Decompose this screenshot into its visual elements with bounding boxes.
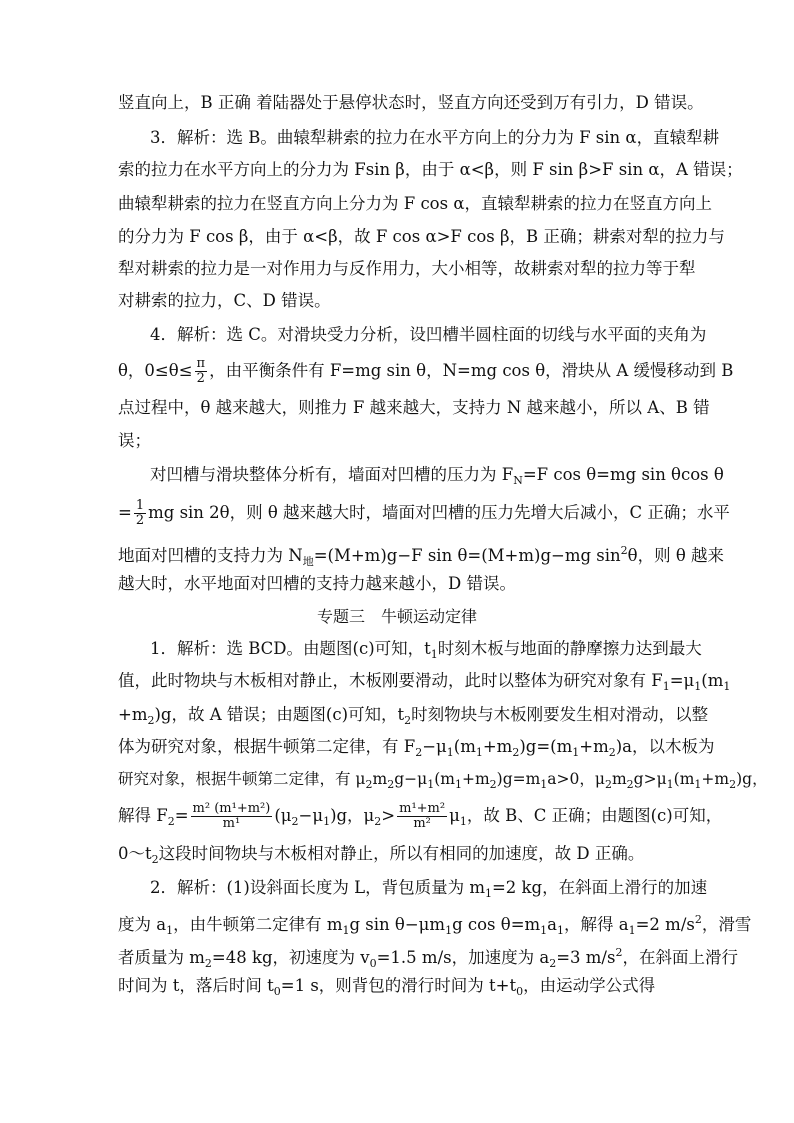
text-line [118, 909, 752, 942]
text-line [118, 258, 696, 280]
text-span: 这段时间物块与木板相对静止，所以有相同的加速度，故 D 正确。 [158, 844, 645, 863]
subscript: 1 [666, 778, 674, 791]
subscript: 1 [572, 746, 580, 759]
text-span: 者质量为 m [118, 948, 205, 967]
fraction-numerator: m¹+m² [399, 801, 446, 816]
text-line [118, 573, 678, 595]
subscript: 1 [662, 680, 670, 693]
text-span: a>0，μ [547, 770, 605, 788]
heading-text: 专题三 牛顿运动定律 [316, 607, 477, 626]
text-line [150, 877, 710, 905]
text-span: 时间为 t，落后时间 t [118, 976, 274, 995]
text-span: g>μ [633, 770, 667, 788]
text-span: 值，此时物块与木板相对静止，木板刚要滑动，此时以整体为研究对象有 F [118, 671, 663, 690]
text-span: = [118, 503, 132, 522]
text-line [118, 226, 725, 248]
text-span: =1 s，则背包的滑行时间为 t+t [280, 976, 517, 995]
subscript: 2 [374, 815, 382, 828]
fraction-denominator: 2 [135, 513, 145, 528]
text-span: ，解得 a [564, 915, 629, 934]
text-span: )a，以木板为 [615, 737, 715, 756]
text-span: =1.5 m/s，加速度为 a [376, 948, 550, 967]
subscript: 1 [323, 815, 331, 828]
text-line [150, 638, 710, 666]
subscript: 1 [427, 778, 435, 791]
text-span: ，由平衡条件有 F=mg sin θ，N=mg cos θ，滑块从 A 缓慢移动到 B [209, 361, 734, 380]
text-span: g cos θ=m [452, 915, 541, 934]
text-span: 点过程中，θ 越来越大，则推力 F 越来越大，支持力 N 越来越小，所以 A、B 错 [118, 398, 710, 417]
text-span: =2 m/s [635, 915, 695, 934]
text-line [118, 430, 678, 452]
fraction [195, 357, 208, 386]
text-line [118, 397, 710, 419]
subscript: 1 [694, 680, 702, 693]
text-span: θ，则 θ 越来 [627, 546, 725, 565]
text-span: ，由牛顿第二定律有 m [173, 915, 343, 934]
subscript: 1 [694, 778, 702, 791]
fraction [397, 802, 447, 831]
text-span: 4．解析：选 C。对滑块受力分析，设凹槽半圆柱面的切线与水平面的夹角为 [150, 325, 707, 344]
subscript: 0 [273, 985, 281, 998]
text-span: =μ [669, 671, 695, 690]
subscript: 2 [729, 778, 737, 791]
subscript: 1 [557, 924, 565, 937]
subscript: 2 [608, 746, 616, 759]
text-span: μ [449, 806, 460, 825]
text-span: =(M+m)g−F sin θ=(M+m)g−mg sin [313, 546, 621, 565]
subscript: 1 [342, 924, 350, 937]
subscript: 1 [446, 746, 454, 759]
text-line [150, 127, 720, 149]
text-span: )g，故 A 错误；由题图(c)可知，t [154, 705, 405, 724]
subscript: 1 [166, 924, 174, 937]
text-span: 地面对凹槽的支持力为 N [118, 546, 303, 565]
subscript: 2 [167, 815, 175, 828]
text-span: )g=m [496, 770, 541, 788]
text-line [150, 464, 724, 492]
text-span: =48 kg，初速度为 v [211, 948, 370, 967]
text-span: 研究对象，根据牛顿第二定律，有 μ [118, 770, 366, 788]
fraction-denominator: 2 [196, 371, 205, 386]
text-span: +m [482, 737, 513, 756]
subscript: 2 [204, 957, 212, 970]
text-span: −μ [422, 737, 447, 756]
subscript: 2 [404, 714, 412, 727]
text-span: 3．解析：选 B。曲辕犁耕索的拉力在水平方向上的分力为 F sin α，直辕犁耕 [150, 128, 720, 147]
text-span: )g=(m [519, 737, 573, 756]
subscript: 地 [302, 555, 314, 568]
fraction [191, 802, 273, 831]
text-span: (m [673, 770, 695, 788]
text-span: 时刻木板与地面的静摩擦力达到最大 [437, 639, 702, 658]
subscript: 1 [540, 778, 548, 791]
text-span: 犁对耕索的拉力是一对作用力与反作用力，大小相等，故耕索对犁的拉力等于犁 [118, 259, 696, 278]
subscript: 2 [151, 853, 159, 866]
section-heading [0, 606, 794, 628]
fraction-numerator: π [196, 356, 206, 371]
superscript: 2 [694, 913, 702, 926]
text-span: g−μ [394, 770, 428, 788]
text-span: 2．解析：(1)设斜面长度为 L，背包质量为 m [150, 878, 485, 897]
subscript: 1 [723, 680, 731, 693]
text-span: g sin θ−μm [349, 915, 446, 934]
text-span: 越大时，水平地面对凹槽的支持力越来越小，D 错误。 [118, 574, 516, 593]
text-line [118, 704, 709, 732]
superscript: 2 [620, 544, 628, 557]
text-line [118, 942, 738, 975]
text-span: 对耕索的拉力，C、D 错误。 [118, 291, 331, 310]
text-span: (μ [274, 806, 292, 825]
text-span: (m [434, 770, 455, 788]
subscript: 1 [454, 778, 462, 791]
fraction-denominator: m² [413, 816, 431, 831]
text-span: 竖直向上，B 正确 着陆器处于悬停状态时，竖直方向还受到万有引力，D 错误。 [118, 93, 704, 112]
fraction [134, 499, 146, 528]
subscript: 2 [549, 957, 557, 970]
text-span: )g，μ [330, 806, 375, 825]
text-span: 1．解析：选 BCD。由题图(c)可知，t [150, 639, 431, 658]
text-span: 时刻物块与木板刚要发生相对滑动，以整 [411, 705, 709, 724]
text-span: > [381, 806, 396, 825]
text-span: m [372, 770, 388, 788]
text-span: 误； [118, 431, 151, 450]
subscript: 2 [489, 778, 497, 791]
text-span: ，滑雪 [701, 915, 752, 934]
text-line [150, 324, 710, 346]
subscript: 2 [604, 778, 612, 791]
text-span: =3 m/s [556, 948, 616, 967]
text-line [118, 193, 712, 215]
text-span: +m [118, 705, 148, 724]
text-line [118, 92, 704, 114]
text-span: 体为研究对象，根据牛顿第二定律，有 F [118, 737, 416, 756]
text-line [118, 159, 743, 181]
subscript: 0 [516, 985, 524, 998]
text-span: =2 kg，在斜面上滑行的加速 [491, 878, 708, 897]
fraction-numerator: m² (m¹+m²) [192, 801, 271, 816]
subscript: 1 [475, 746, 483, 759]
subscript: 1 [628, 924, 636, 937]
subscript: 2 [512, 746, 520, 759]
text-line [118, 498, 730, 528]
fraction-denominator: m¹ [222, 816, 241, 831]
text-span: 对凹槽与滑块整体分析有，墙面对凹槽的压力为 F [150, 465, 514, 484]
text-span: 解得 F [118, 806, 168, 825]
subscript: 2 [365, 778, 373, 791]
subscript: 1 [484, 887, 492, 900]
text-line [118, 801, 723, 833]
text-span: 的分力为 F cos β，由于 α<β，故 F cos α>F cos β，B 正确；耕索对犁的拉力与 [118, 227, 725, 246]
subscript: 1 [445, 924, 453, 937]
text-span: mg sin 2θ，则 θ 越来越大时，墙面对凹槽的压力先增大后减小，C 正确；水平 [148, 503, 730, 522]
text-span: =F cos θ=mg sin θcos θ [522, 465, 724, 484]
text-span: ，故 B、C 正确；由题图(c)可知， [466, 806, 723, 825]
fraction-numerator: 1 [135, 498, 145, 513]
subscript: 1 [430, 648, 438, 661]
text-span: m [611, 770, 627, 788]
text-span: ，在斜面上滑行 [622, 948, 738, 967]
text-span: 索的拉力在水平方向上的分力为 Fsin β，由于 α<β，则 F sin β>F sin α，A 错误； [118, 160, 743, 179]
superscript: 2 [615, 946, 623, 959]
text-span: 0～t [118, 844, 152, 863]
text-span: a [547, 915, 558, 934]
text-line [118, 975, 678, 1003]
text-line [118, 356, 734, 386]
subscript: 2 [387, 778, 395, 791]
text-line [118, 843, 678, 871]
text-span: 度为 a [118, 915, 167, 934]
text-span: −μ [298, 806, 324, 825]
subscript: 1 [540, 924, 548, 937]
text-line [118, 290, 678, 312]
subscript: 2 [291, 815, 299, 828]
text-span: θ，0≤θ≤ [118, 361, 193, 380]
subscript: 2 [415, 746, 423, 759]
text-line [118, 670, 731, 698]
text-line [118, 736, 715, 764]
text-line [118, 768, 768, 796]
text-span: = [174, 806, 189, 825]
text-span: +m [701, 770, 730, 788]
subscript: 2 [626, 778, 634, 791]
text-span: +m [579, 737, 609, 756]
subscript: N [513, 474, 523, 487]
text-span: (m [453, 737, 476, 756]
subscript: 2 [147, 714, 155, 727]
text-span: ，由运动学公式得 [523, 976, 656, 995]
text-line [118, 540, 725, 573]
subscript: 0 [369, 957, 377, 970]
text-span: +m [461, 770, 490, 788]
text-span: )g， [736, 770, 768, 788]
subscript: 1 [459, 815, 467, 828]
text-span: (m [701, 671, 724, 690]
text-span: 曲辕犁耕索的拉力在竖直方向上分力为 F cos α，直辕犁耕索的拉力在竖直方向上 [118, 194, 712, 213]
